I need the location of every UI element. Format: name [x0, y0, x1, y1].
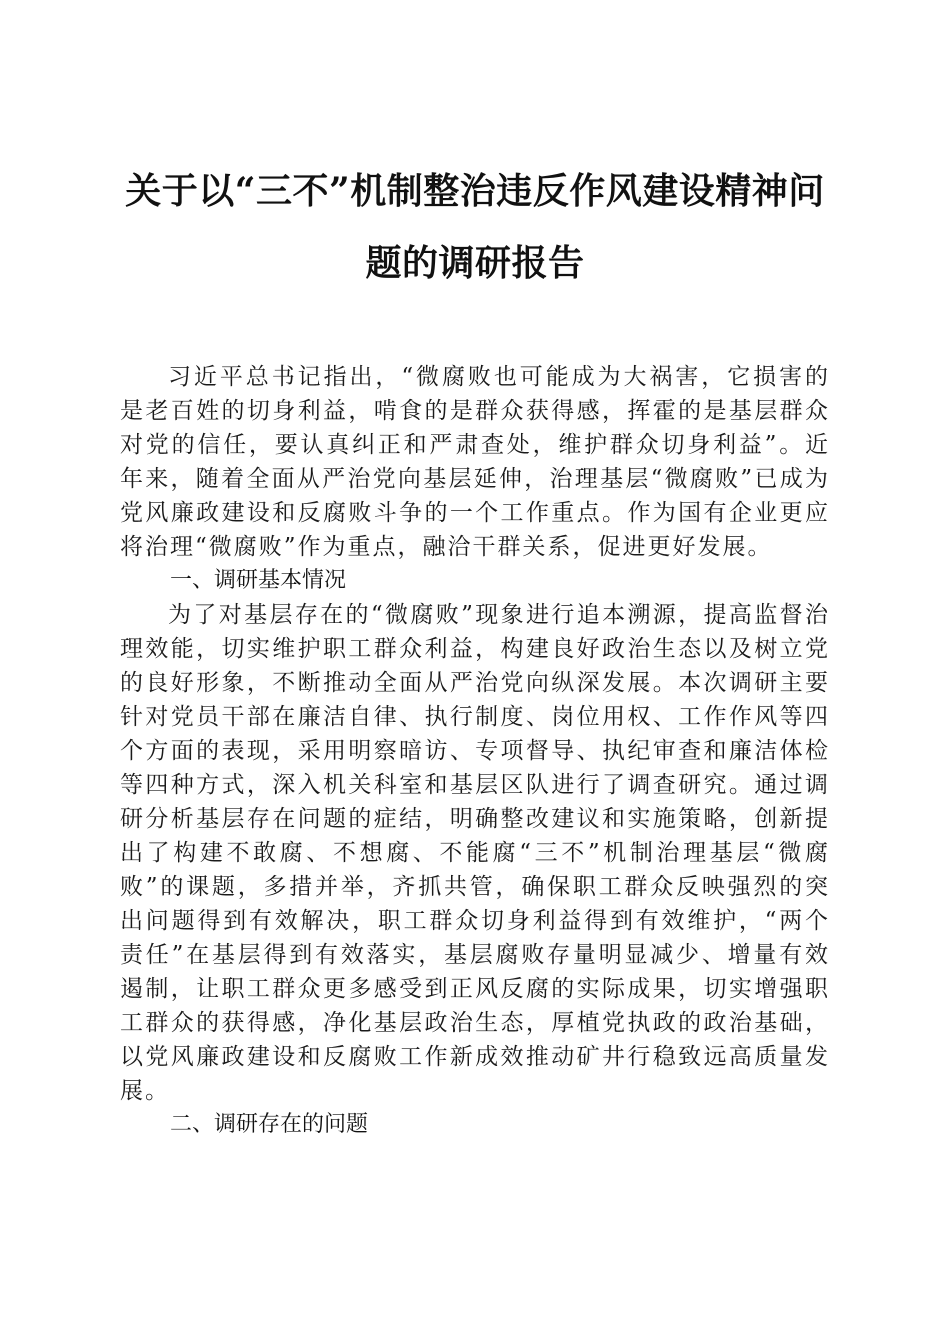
document-title-line-2: 题的调研报告	[365, 242, 585, 284]
section-1-paragraph: 为了对基层存在的“微腐败”现象进行追本溯源，提高监督治理效能，切实维护职工群众利益，构建良好政治生态以及树立党的良好形象，不断推动全面从严治党向纵深发展。本次调研主要针对党员干部在廉洁自律、执行制度、岗位用权、工作作风等四个方面的表现，采用明察暗访、专项督导、执纪审查和廉洁体检等四种方式，深入机关科室和基层区队进行了调查研究。通过调研分析基层存在问题的症结，明确整改建议和实施策略，创新提出了构建不敢腐、不想腐、不能腐“三不”机制治理基层“微腐败”的课题，多措并举，齐抓共管，确保职工群众反映强烈的突出问题得到有效解决，职工群众切身利益得到有效维护，“两个责任”在基层得到有效落实，基层腐败存量明显减少、增量有效遏制，让职工群众更多感受到正风反腐的实际成果，切实增强职工群众的获得感，净化基层政治生态，厚植党执政的政治基础，以党风廉政建设和反腐败工作新成效推动矿井行稳致远高质量发展。	[120, 602, 830, 1104]
section-heading-1: 一、调研基本情况	[170, 568, 347, 593]
document-body	[120, 360, 830, 1142]
document-title-line-1: 关于以“三不”机制整治违反作风建设精神问	[125, 170, 825, 212]
intro-paragraph: 习近平总书记指出，“微腐败也可能成为大祸害，它损害的是老百姓的切身利益，啃食的是群众获得感，挥霍的是基层群众对党的信任，要认真纠正和严肃查处，维护群众切身利益”。近年来，随着全面从严治党向基层延伸，治理基层“微腐败”已成为党风廉政建设和反腐败斗争的一个工作重点。作为国有企业更应将治理“微腐败”作为重点，融洽干群关系，促进更好发展。	[120, 364, 830, 560]
section-heading-2: 二、调研存在的问题	[170, 1112, 369, 1137]
